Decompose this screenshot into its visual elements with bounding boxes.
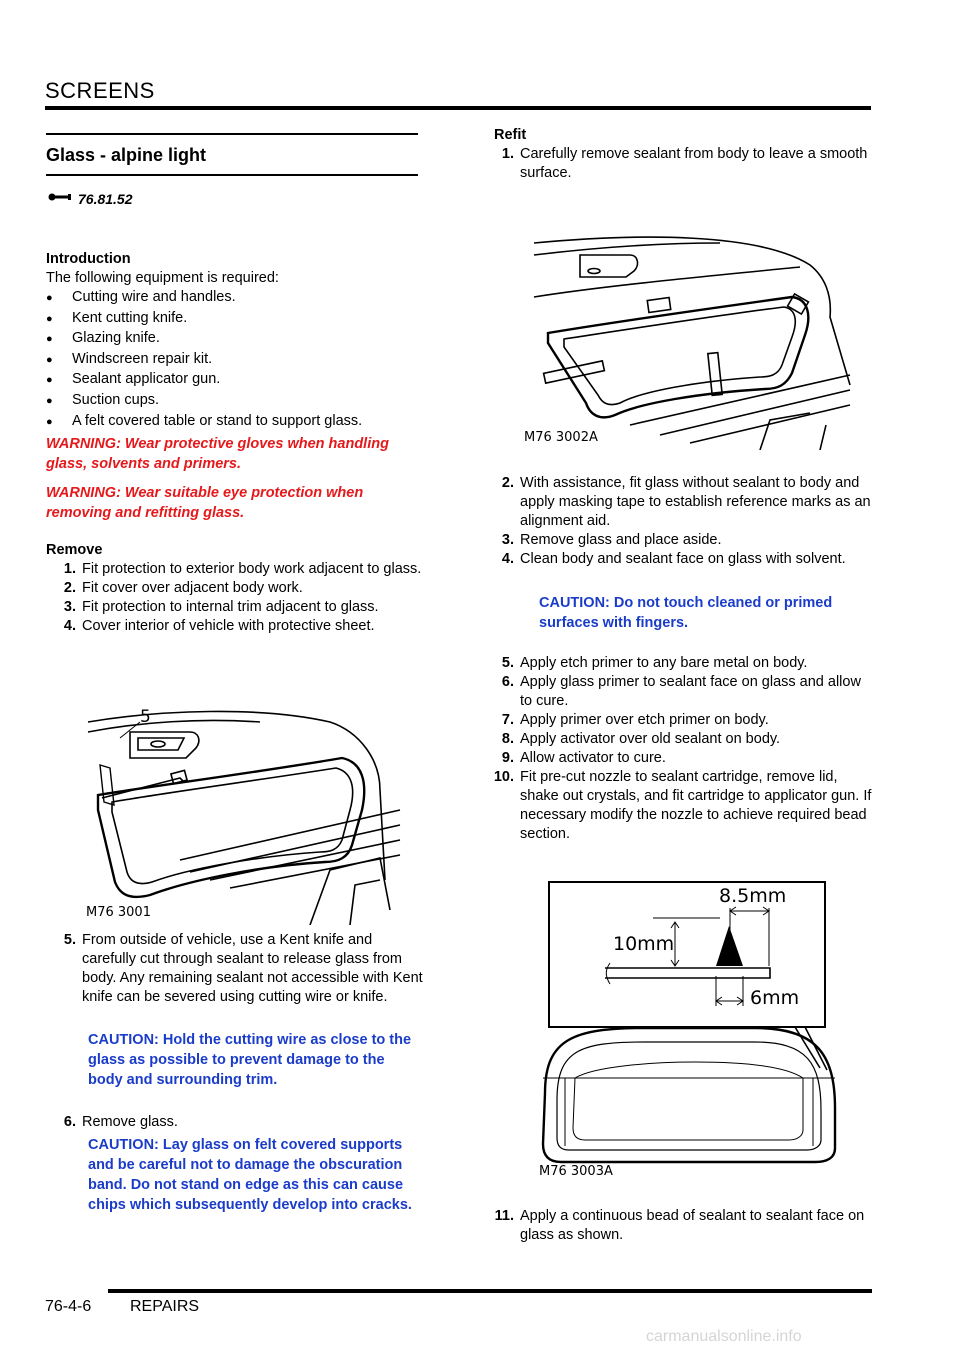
bullet-icon: ● [46,415,53,428]
figure-masking-tape-drawing [520,225,860,450]
caution-felt-supports: CAUTION: Lay glass on felt covered supports and be careful not to damage the obscuration band. Do not stand on edge as this can cause chips which subsequently develop into cracks. [88,1137,412,1213]
figure-sealant-bead-drawing [535,878,855,1178]
warning-eye-protection: WARNING: Wear suitable eye protection when removing and refitting glass. [46,485,364,521]
list-item: ● Glazing knife. [46,329,426,350]
figure-cutting-sealant [80,700,420,925]
step-item: 9. Allow activator to cure. [501,750,666,766]
caution-cutting-wire: CAUTION: Hold the cutting wire as close to the glass as possible to prevent damage to the body and surrounding trim. [88,1032,412,1088]
dimension-height-label: 10mm [613,933,675,955]
footer-page-reference: 76-4-6 [45,1298,92,1315]
figure-masking-tape [520,225,860,450]
list-item: ● A felt covered table or stand to support glass. [46,412,426,433]
refit-section [484,126,876,183]
watermark: carmanualsonline.info [646,1328,802,1345]
dimension-width-label: 8.5mm [719,885,787,907]
page-title: Glass - alpine light [46,145,207,165]
step-item: 11. Apply a continuous bead of sealant to sealant face on glass as shown. [494,1208,865,1243]
refit-steps-a [484,474,876,569]
step-item: 5. From outside of vehicle, use a Kent knife and carefully cut through sealant to release glass from body. Any remaining sealant not accessible with Kent knife can be severed using cutting wire or knife. [63,932,423,1005]
footer-rule [108,1289,872,1293]
header-rule [45,106,871,110]
step-item: 1. Fit protection to exterior body work adjacent to glass. [63,561,422,577]
figure-sealant-bead [535,878,855,1178]
step-item: 6. Apply glass primer to sealant face on glass and allow to cure. [501,674,861,709]
step-item: 7. Apply primer over etch primer on body. [501,712,769,728]
step-item: 5. Apply etch primer to any bare metal on body. [501,655,808,671]
bullet-icon: ● [46,394,53,407]
step-item: 6. Remove glass. [63,1114,178,1130]
step-6-block [46,1113,426,1132]
figure-code-3002a: M76 3002A [524,430,598,445]
sealant-bead-profile [716,926,743,966]
figure-code-3001: M76 3001 [86,905,151,920]
figure-code-3003a: M76 3003A [539,1164,613,1178]
header-section-title: SCREENS [45,78,155,103]
title-rule-top [46,133,418,135]
introduction-text: The following equipment is required: [46,270,279,286]
step-item: 2. With assistance, fit glass without sealant to body and apply masking tape to establish reference marks as an alignment aid. [501,475,871,529]
list-item: ● Windscreen repair kit. [46,350,426,371]
introduction-heading: Introduction [46,251,131,267]
introduction-block [46,250,426,432]
refit-steps-b [484,654,876,844]
operation-reference [48,190,133,208]
step-item: 2. Fit cover over adjacent body work. [63,580,303,596]
step-item: 8. Apply activator over old sealant on body. [501,731,781,747]
bullet-icon: ● [46,312,53,325]
step-11-block [484,1207,876,1245]
dimension-base-label: 6mm [750,987,800,1009]
bullet-icon: ● [46,353,53,366]
step-item: 3. Remove glass and place aside. [501,532,722,548]
remove-heading: Remove [46,542,103,558]
step-item: 1. Carefully remove sealant from body to leave a smooth surface. [501,146,868,181]
spanner-icon [48,190,78,208]
list-item: ● Kent cutting knife. [46,309,426,330]
list-item: ● Suction cups. [46,391,426,412]
equipment-list [46,288,426,432]
figure-cutting-sealant-drawing [80,700,420,925]
refit-heading: Refit [494,127,527,143]
list-item: ● Sealant applicator gun. [46,370,426,391]
caution-cleaned-surfaces: CAUTION: Do not touch cleaned or primed surfaces with fingers. [539,595,833,631]
footer-section-name: REPAIRS [130,1298,200,1315]
step-item: 4. Clean body and sealant face on glass with solvent. [501,551,846,567]
list-item: ● Cutting wire and handles. [46,288,426,309]
step-item: 3. Fit protection to internal trim adjacent to glass. [63,599,379,615]
warning-gloves: WARNING: Wear protective gloves when handling glass, solvents and primers. [46,436,389,472]
title-rule-bottom [46,174,418,176]
operation-number: 76.81.52 [78,191,133,207]
bullet-icon: ● [46,292,53,304]
step-item: 10. Fit pre-cut nozzle to sealant cartridge, remove lid, shake out crystals, and fit cartridge to applicator gun. If necessary modify the nozzle to achieve required bead section. [493,769,872,842]
remove-section [46,541,426,636]
step-5-block [46,931,426,1007]
figure-callout-5: 5 [140,707,151,727]
step-item: 4. Cover interior of vehicle with protective sheet. [63,618,375,634]
bullet-icon: ● [46,333,53,346]
bullet-icon: ● [46,374,53,387]
